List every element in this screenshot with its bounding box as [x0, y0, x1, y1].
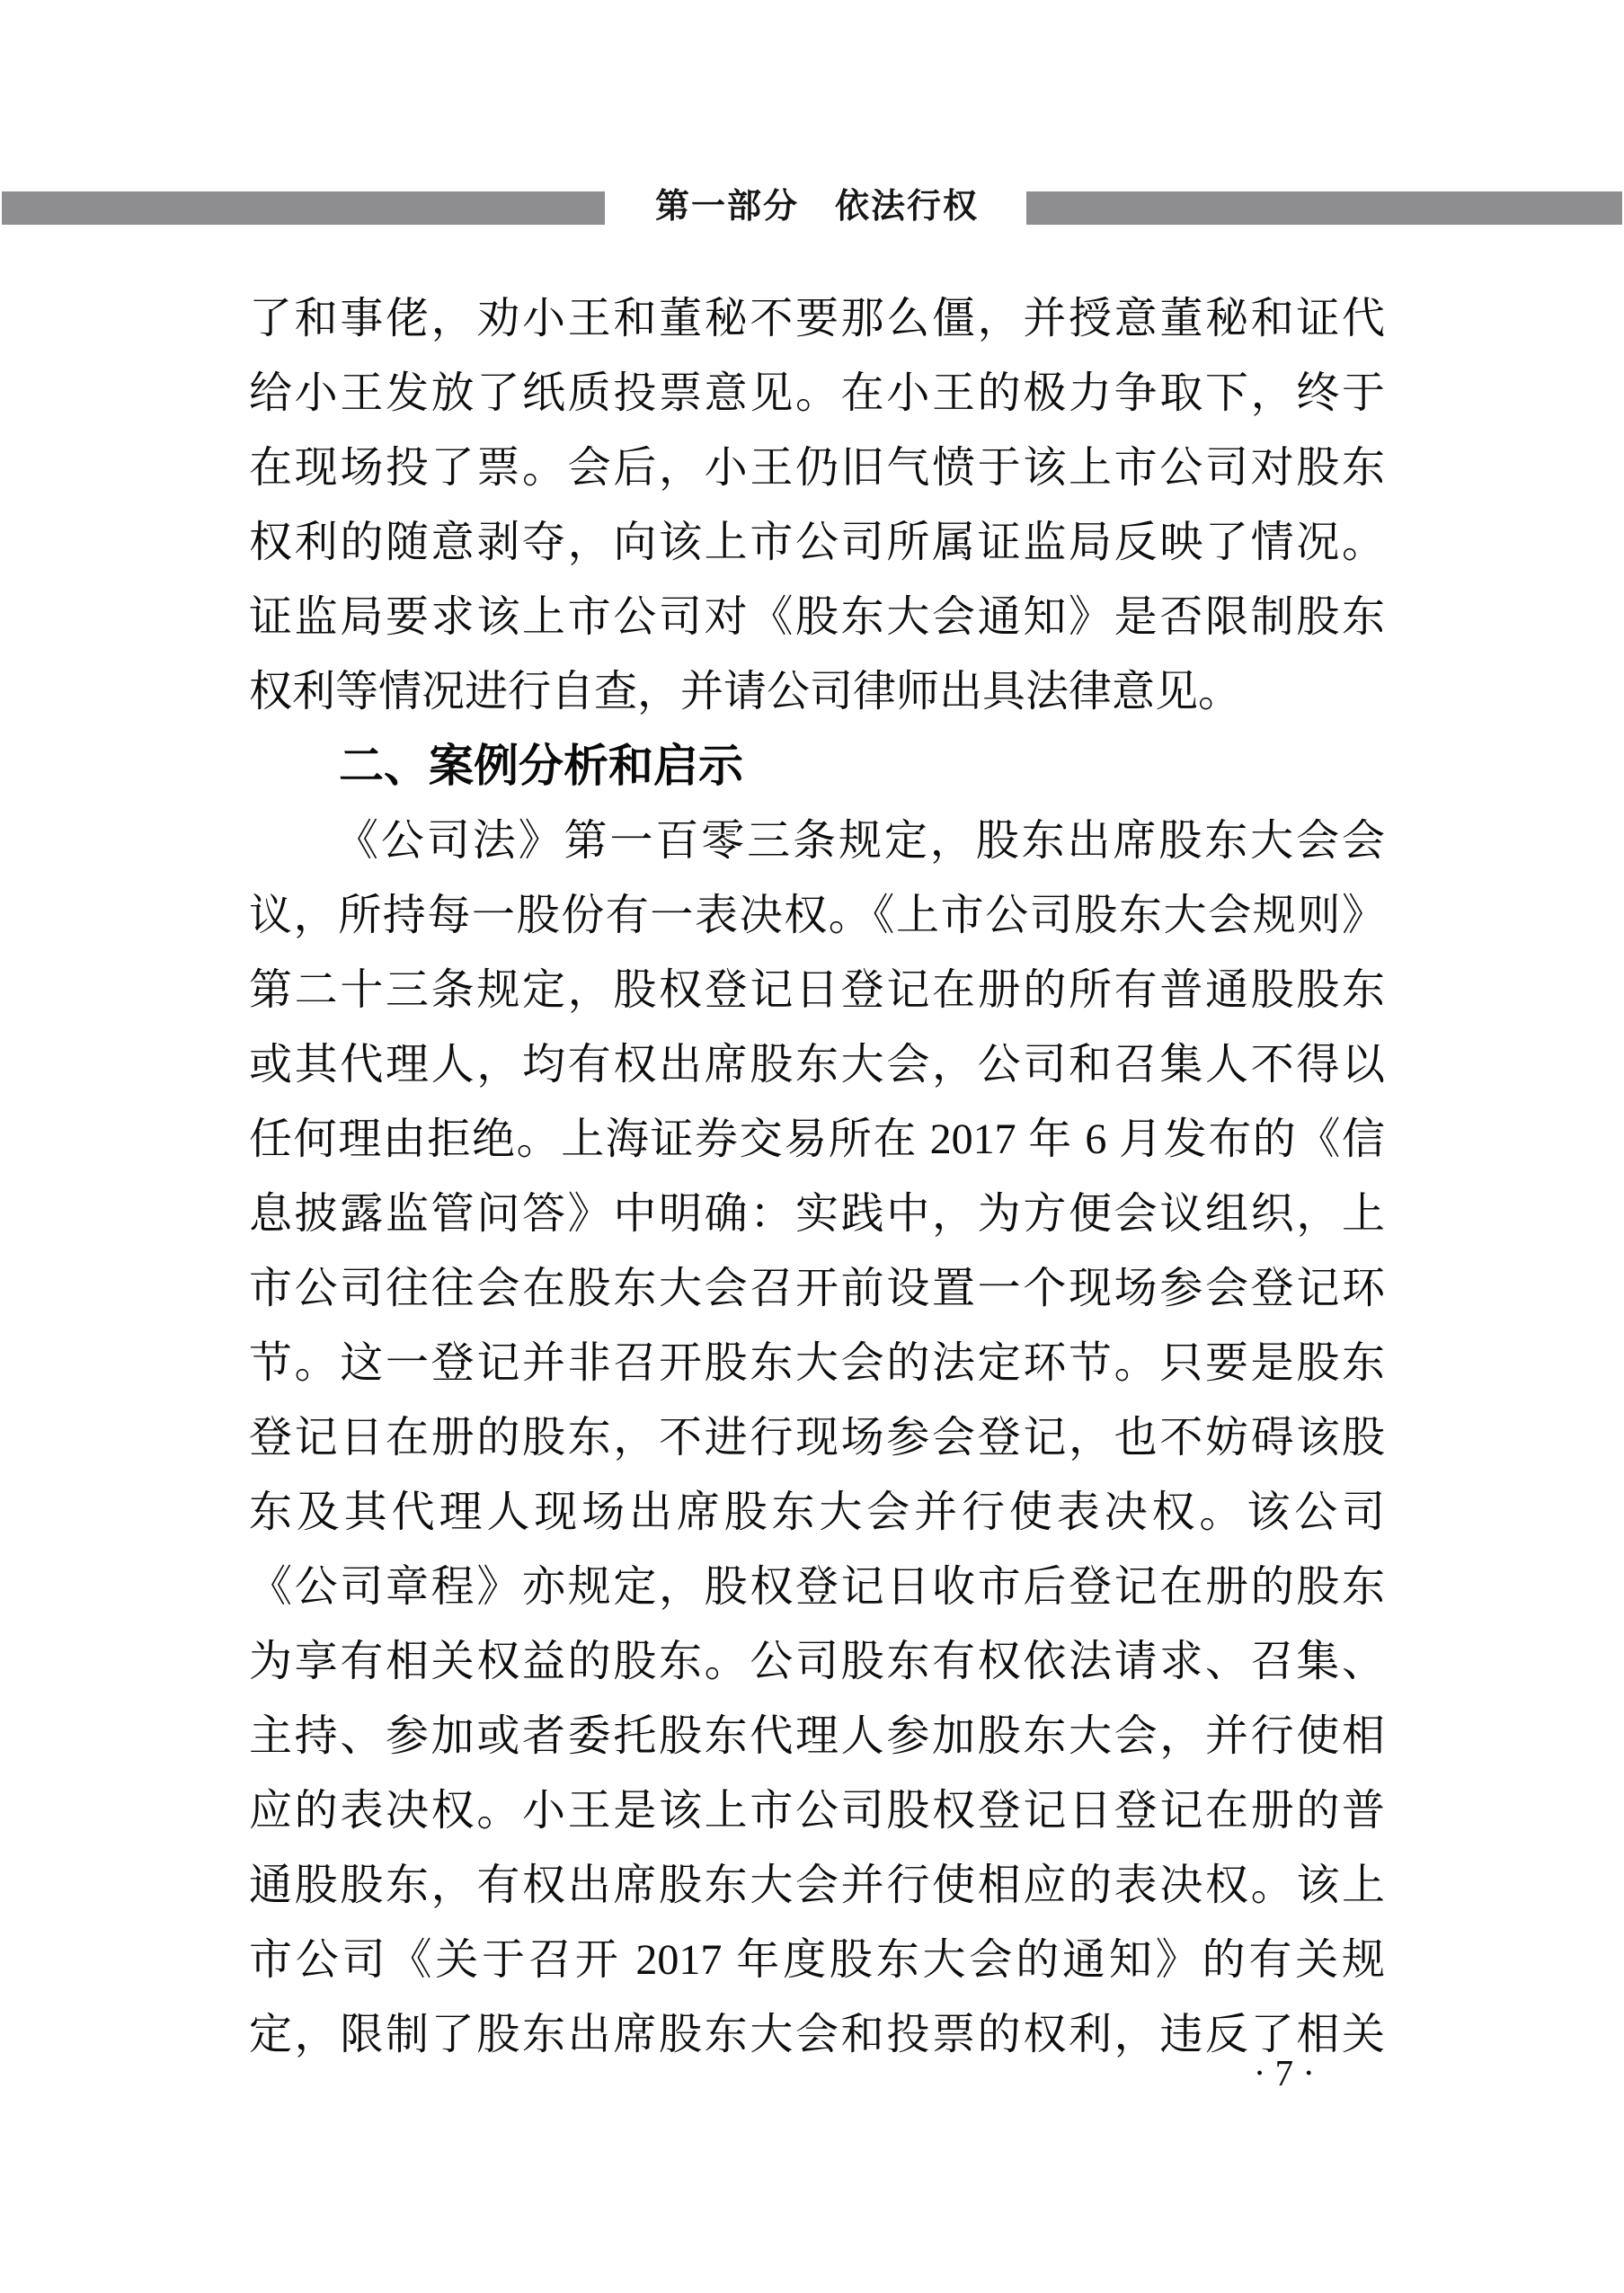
- body-line: 市公司《关于召开 2017 年度股东大会的通知》的有关规: [249, 1936, 1385, 1984]
- body-line: 权利等情况进行自查，并请公司律师出具法律意见。: [249, 668, 1242, 715]
- running-header-title: 第一部分 依法行权: [654, 188, 979, 226]
- body-line: 《公司法》第一百零三条规定，股东出席股东大会会: [335, 817, 1385, 865]
- body-line: 东及其代理人现场出席股东大会并行使表决权。该公司: [249, 1489, 1385, 1536]
- body-line: 第二十三条规定，股权登记日登记在册的所有普通股股东: [249, 966, 1385, 1014]
- body-line: 应的表决权。小王是该上市公司股权登记日登记在册的普: [249, 1787, 1385, 1835]
- body-line: 议，所持每一股份有一表决权。《上市公司股东大会规则》: [249, 892, 1385, 939]
- body-line: 节。这一登记并非召开股东大会的法定环节。只要是股东: [249, 1339, 1385, 1387]
- page-number: · 7 ·: [1253, 2052, 1315, 2093]
- body-line: 息披露监管问答》中明确：实践中，为方便会议组织，上: [249, 1190, 1385, 1238]
- body-line: 定，限制了股东出席股东大会和投票的权利，违反了相关: [249, 2011, 1385, 2058]
- body-line: 任何理由拒绝。上海证券交易所在 2017 年 6 月发布的《信: [249, 1115, 1385, 1163]
- section-heading: 二、案例分析和启示: [339, 741, 743, 791]
- body-line: 或其代理人，均有权出席股东大会，公司和召集人不得以: [249, 1041, 1385, 1089]
- body-text: [249, 281, 1385, 2072]
- body-line: 为享有相关权益的股东。公司股东有权依法请求、召集、: [249, 1638, 1385, 1685]
- body-line: 主持、参加或者委托股东代理人参加股东大会，并行使相: [249, 1712, 1385, 1760]
- body-line: 给小王发放了纸质投票意见。在小王的极力争取下，终于: [249, 369, 1385, 417]
- body-line: 证监局要求该上市公司对《股东大会通知》是否限制股东: [249, 593, 1385, 641]
- body-line: 了和事佬，劝小王和董秘不要那么僵，并授意董秘和证代: [249, 295, 1385, 342]
- body-line: 通股股东，有权出席股东大会并行使相应的表决权。该上: [249, 1862, 1385, 1909]
- body-line: 《公司章程》亦规定，股权登记日收市后登记在册的股东: [249, 1563, 1385, 1611]
- body-line: 市公司往往会在股东大会召开前设置一个现场参会登记环: [249, 1265, 1385, 1312]
- body-line: 登记日在册的股东，不进行现场参会登记，也不妨碍该股: [249, 1414, 1385, 1462]
- body-line: 权利的随意剥夺，向该上市公司所属证监局反映了情况。: [249, 519, 1385, 566]
- body-line: 在现场投了票。会后，小王仍旧气愤于该上市公司对股东: [249, 444, 1385, 492]
- running-header: [0, 188, 1624, 226]
